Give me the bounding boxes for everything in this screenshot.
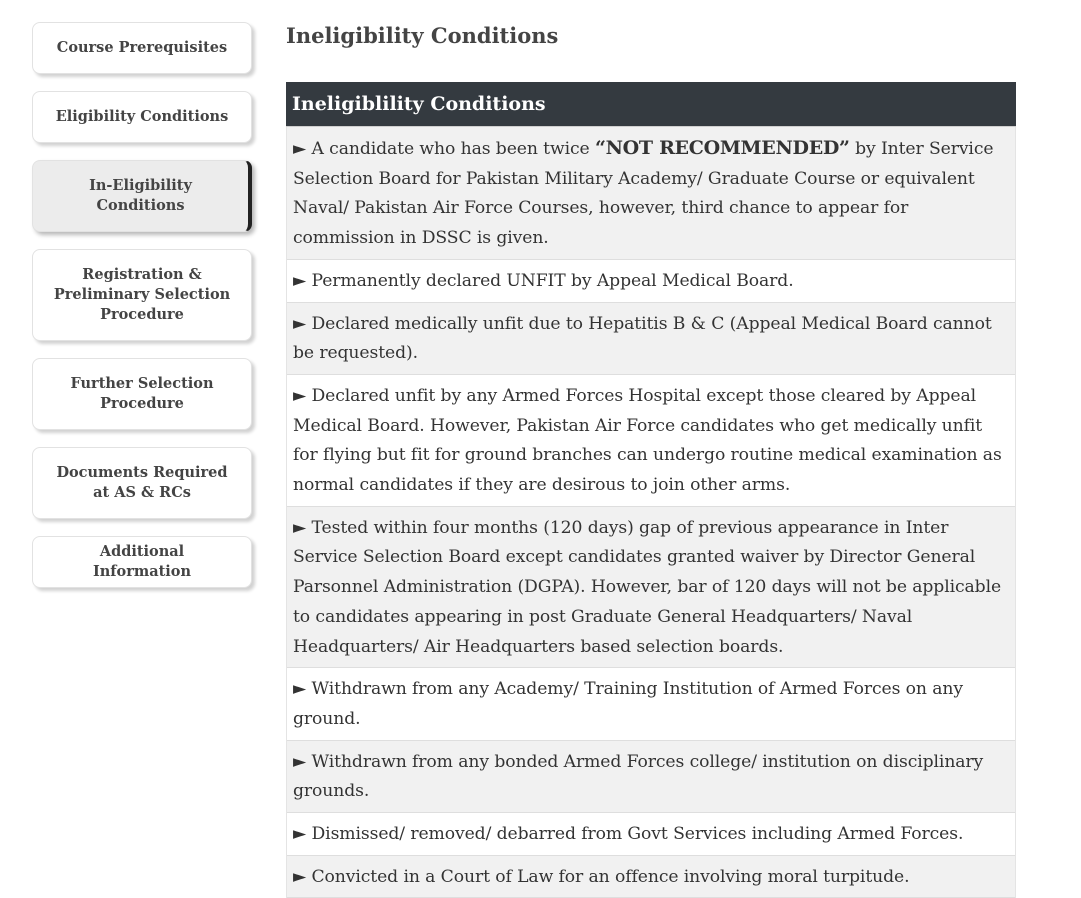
condition-row: [287, 127, 1015, 260]
condition-row: [287, 856, 1015, 898]
bullet-icon: ►: [293, 385, 307, 406]
conditions-list: [286, 127, 1016, 898]
nav-course-prerequisites[interactable]: [32, 22, 252, 74]
condition-row: [287, 668, 1015, 740]
nav-label: Registration & Preliminary Selection Procedure: [53, 266, 231, 323]
condition-row: [287, 507, 1015, 669]
bullet-icon: ►: [293, 866, 307, 887]
condition-text: Declared unfit by any Armed Forces Hospital except those cleared by Appeal Medical Board. However, Pakistan Air Force candidates who get medically unfit for flying but fit for ground branches can undergo routine medical examination as normal candidates if they are desirous to join other arms.: [293, 385, 1002, 496]
condition-text: Permanently declared UNFIT by Appeal Medical Board.: [311, 270, 794, 291]
bullet-icon: ►: [293, 139, 307, 159]
nav-eligibility-conditions[interactable]: [32, 91, 252, 143]
sidebar-nav: [32, 22, 252, 605]
nav-documents-required[interactable]: [32, 447, 252, 519]
condition-row: [287, 303, 1015, 375]
nav-label: Documents Required at AS & RCs: [56, 464, 228, 501]
condition-text: Withdrawn from any bonded Armed Forces college/ institution on disciplinary grounds.: [293, 751, 984, 802]
bullet-icon: ►: [293, 751, 307, 772]
condition-emphasis: “NOT RECOMMENDED”: [594, 137, 850, 159]
condition-text: Tested within four months (120 days) gap of previous appearance in Inter Service Selection Board except candidates granted waiver by Director General Parsonnel Administration (DGPA). However, bar of 120 days will not be applicable to candidates appearing in post Graduate General Headquarters/ Naval Headquarters/ Air Headquarters based selection boards.: [293, 517, 1002, 657]
nav-label: Course Prerequisites: [56, 39, 228, 56]
condition-row: [287, 741, 1015, 813]
condition-text: A candidate who has been twice: [311, 139, 595, 159]
condition-row: [287, 260, 1015, 303]
condition-row: [287, 375, 1015, 507]
condition-text: Dismissed/ removed/ debarred from Govt Services including Armed Forces.: [311, 824, 964, 845]
condition-text: Declared medically unfit due to Hepatitis B & C (Appeal Medical Board cannot be requested).: [293, 313, 992, 364]
bullet-icon: ►: [293, 313, 307, 334]
nav-in-eligibility-conditions[interactable]: [32, 160, 252, 232]
nav-label: Additional Information: [92, 543, 192, 580]
main-content: [286, 0, 1016, 898]
nav-additional-information[interactable]: [32, 536, 252, 588]
bullet-icon: ►: [293, 679, 307, 700]
panel-header: Ineligiblility Conditions: [286, 82, 1016, 127]
condition-text: Withdrawn from any Academy/ Training Institution of Armed Forces on any ground.: [293, 679, 963, 729]
nav-label: Eligibility Conditions: [55, 108, 229, 125]
bullet-icon: ►: [293, 824, 307, 845]
condition-text: Convicted in a Court of Law for an offence involving moral turpitude.: [311, 866, 910, 887]
nav-further-selection-procedure[interactable]: [32, 358, 252, 430]
nav-label: Further Selection Procedure: [70, 375, 214, 412]
condition-text: by Inter Service Selection Board for Pakistan Military Academy/ Graduate Course or equivalent Naval/ Pakistan Air Force Courses, however, third chance to appear for commission in DSSC is given.: [293, 139, 994, 249]
bullet-icon: ►: [293, 270, 307, 291]
page-title: Ineligibility Conditions: [286, 23, 559, 48]
condition-row: [287, 813, 1015, 856]
bullet-icon: ►: [293, 517, 307, 538]
nav-registration-preliminary-selection[interactable]: [32, 249, 252, 341]
nav-label: In-Eligibility Conditions: [89, 177, 192, 214]
